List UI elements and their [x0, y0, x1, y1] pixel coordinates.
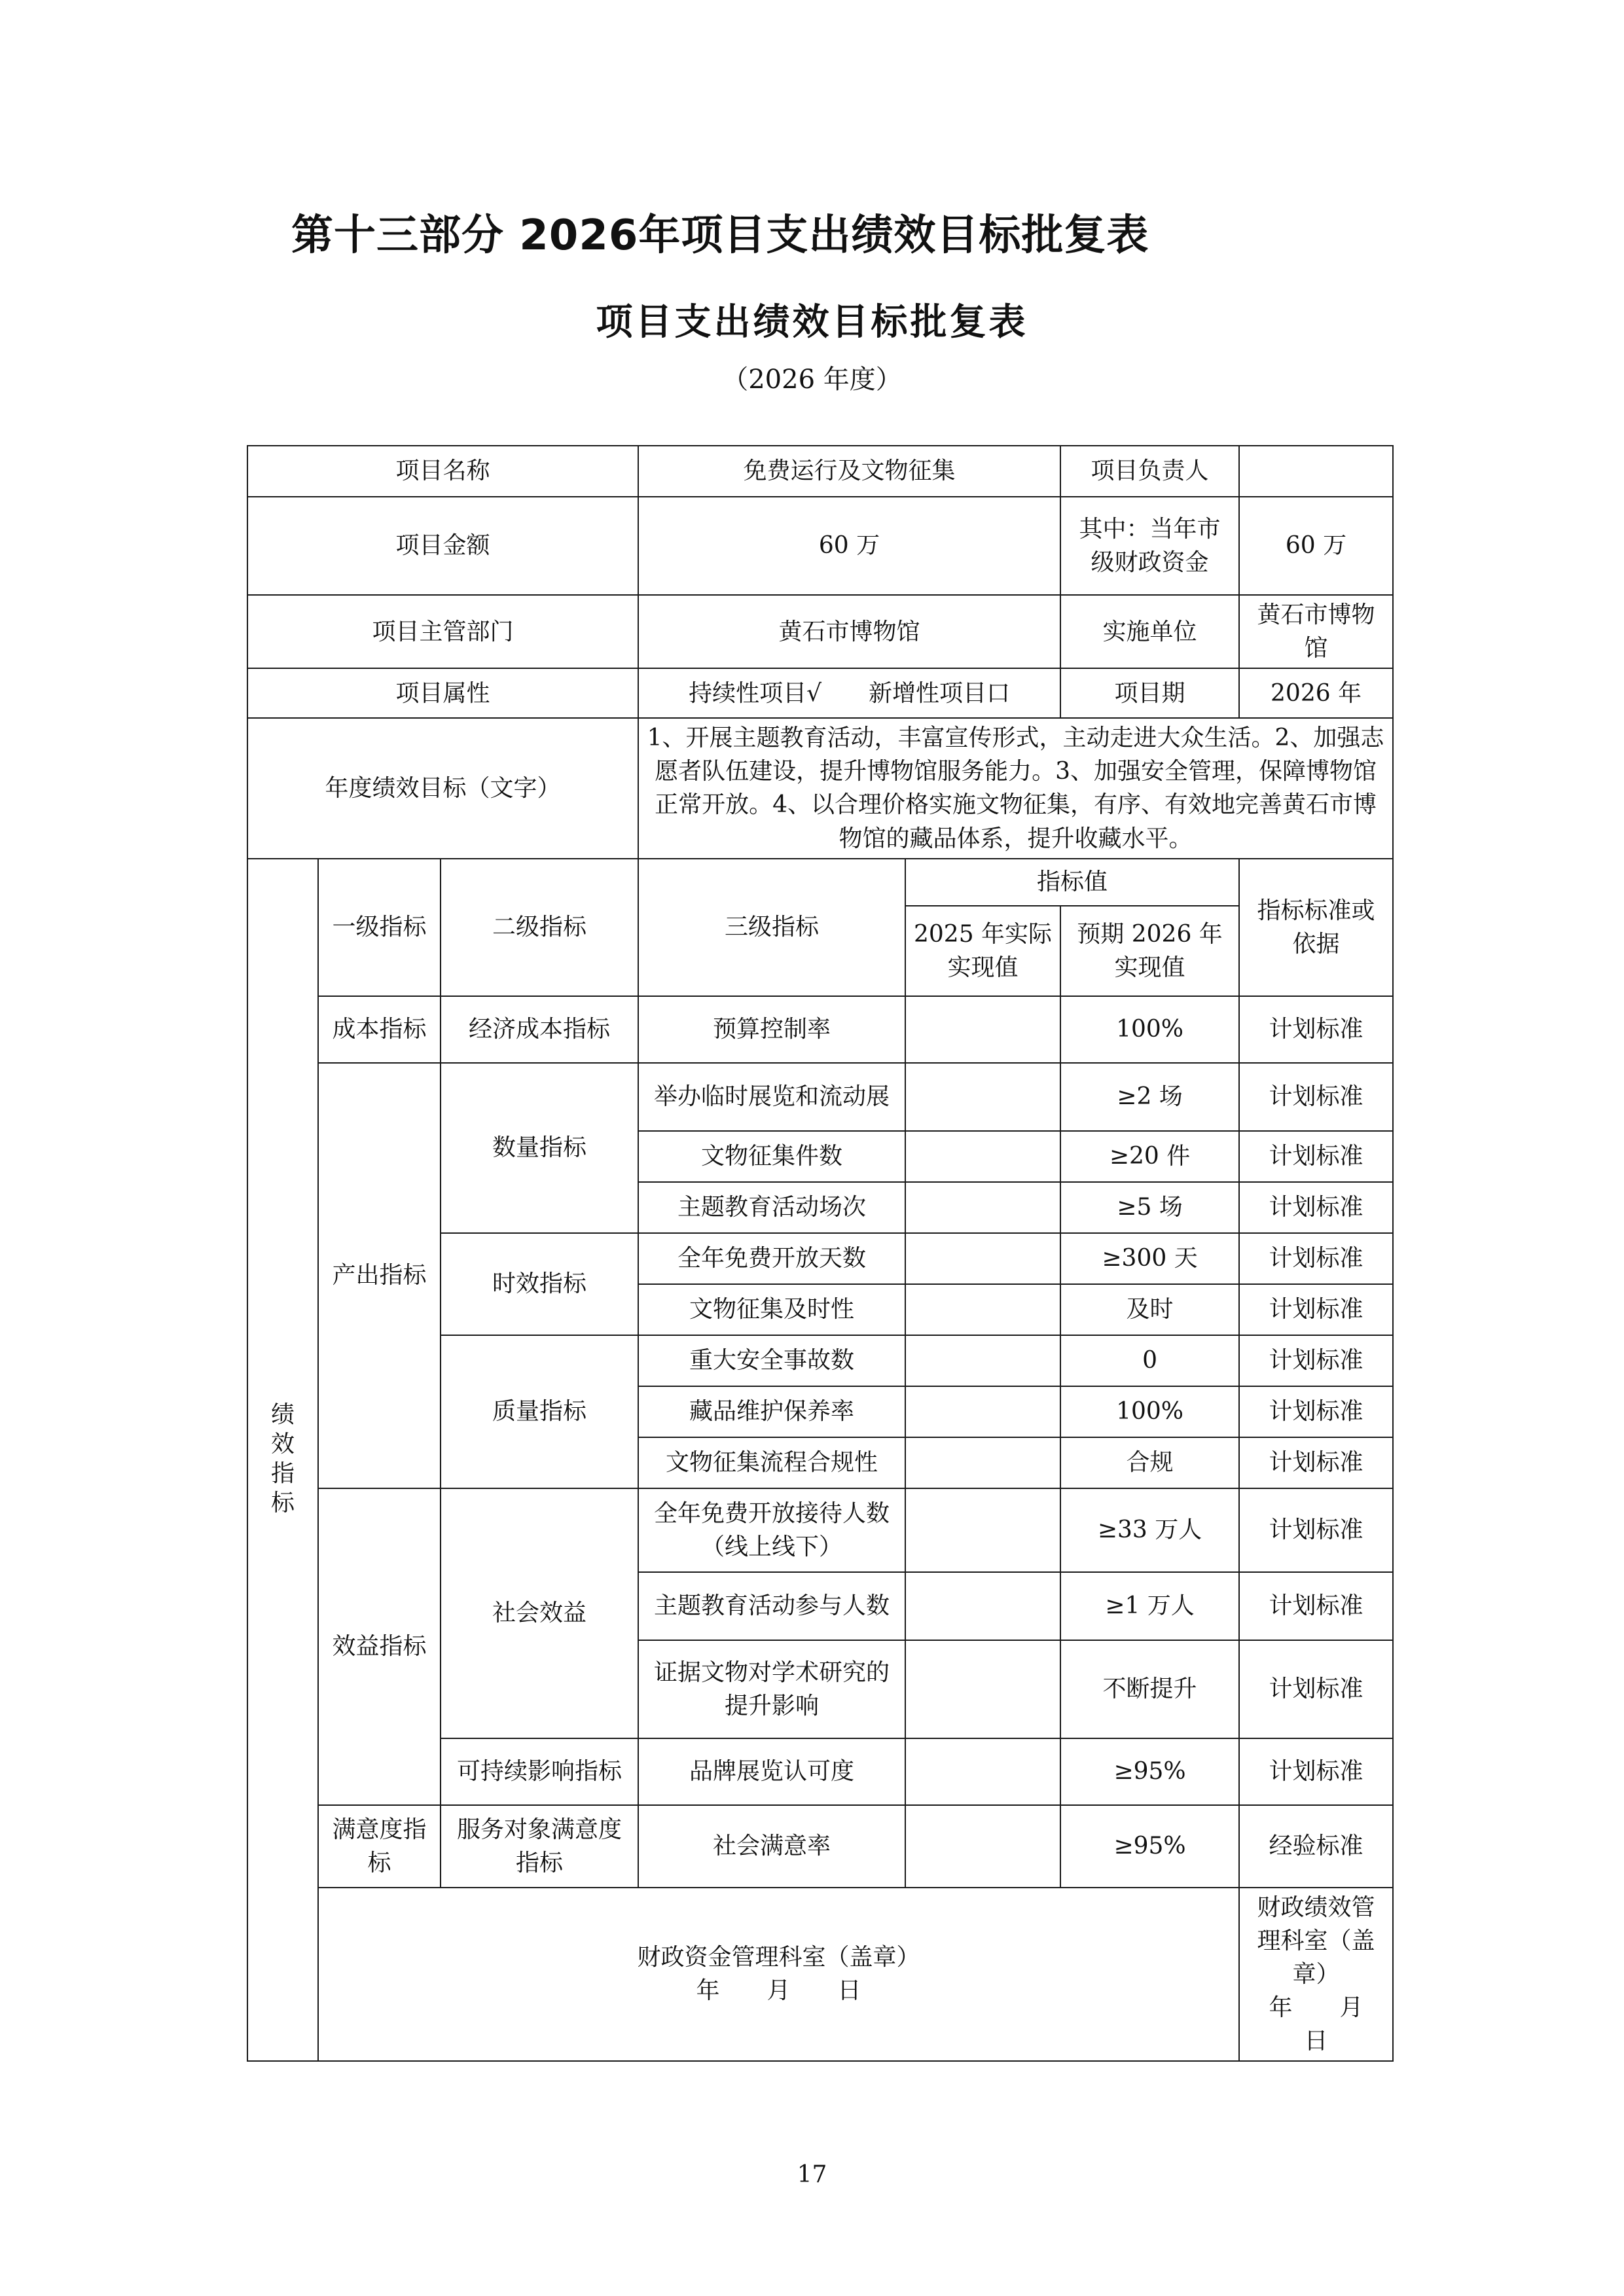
- indicator-actual: [905, 1738, 1060, 1805]
- fiscal-value: 60 万: [1239, 497, 1393, 595]
- dept-label: 项目主管部门: [247, 595, 638, 668]
- indicator-standard: 计划标准: [1239, 1182, 1393, 1233]
- subgroup-social: 社会效益: [441, 1488, 638, 1738]
- indicator-name: 预算控制率: [638, 996, 905, 1063]
- indicator-actual: [905, 1805, 1060, 1888]
- group-cost: 成本指标: [318, 996, 441, 1063]
- group-benefit: 效益指标: [318, 1488, 441, 1805]
- indicator-standard: 计划标准: [1239, 1233, 1393, 1284]
- amount-label: 项目金额: [247, 497, 638, 595]
- form-year: （2026 年度）: [722, 365, 902, 395]
- owner-value: [1239, 446, 1393, 497]
- standard-header: 指标标准或依据: [1239, 859, 1393, 996]
- indicator-standard: 计划标准: [1239, 1335, 1393, 1386]
- row-annual-goal: [247, 718, 1393, 858]
- indicator-name: 主题教育活动场次: [638, 1182, 905, 1233]
- indicator-standard: 计划标准: [1239, 1488, 1393, 1572]
- indicator-expected: ≥20 件: [1060, 1131, 1239, 1182]
- subgroup-timeliness: 时效指标: [441, 1233, 638, 1335]
- indicator-name: 重大安全事故数: [638, 1335, 905, 1386]
- performance-indicators-text: 绩效指标: [270, 1401, 295, 1516]
- attr-label: 项目属性: [247, 668, 638, 718]
- form-title: 项目支出绩效目标批复表: [596, 300, 1028, 344]
- level1-header: 一级指标: [318, 859, 441, 996]
- indicator-expected: 合规: [1060, 1437, 1239, 1488]
- group-satisfaction: 满意度指标: [318, 1805, 441, 1888]
- indicator-expected: 100%: [1060, 1386, 1239, 1437]
- indicator-actual: [905, 1284, 1060, 1335]
- indicator-standard: 计划标准: [1239, 1640, 1393, 1738]
- signoff-left-label: 财政资金管理科室（盖章）: [637, 1944, 920, 1971]
- impl-label: 实施单位: [1060, 595, 1239, 668]
- indicator-expected: ≥2 场: [1060, 1063, 1239, 1131]
- group-output: 产出指标: [318, 1063, 441, 1488]
- attr-value: 持续性项目√ 新增性项目口: [638, 668, 1060, 718]
- indicator-expected: ≥95%: [1060, 1738, 1239, 1805]
- row-attribute: [247, 668, 1393, 718]
- indicator-expected: ≥95%: [1060, 1805, 1239, 1888]
- indicator-header-row-1: [247, 859, 1393, 906]
- indicator-standard: 计划标准: [1239, 1063, 1393, 1131]
- level3-header: 三级指标: [638, 859, 905, 996]
- subgroup-sustainable: 可持续影响指标: [441, 1738, 638, 1805]
- level2-header: 二级指标: [441, 859, 638, 996]
- fiscal-label: 其中：当年市级财政资金: [1060, 497, 1239, 595]
- indicator-name: 社会满意率: [638, 1805, 905, 1888]
- signoff-right: [1239, 1888, 1411, 2062]
- period-value: 2026 年: [1239, 668, 1393, 718]
- indicator-expected: 100%: [1060, 996, 1239, 1063]
- indicator-actual: [905, 1437, 1060, 1488]
- owner-label: 项目负责人: [1060, 446, 1239, 497]
- indicator-expected: 及时: [1060, 1284, 1239, 1335]
- signoff-left: [318, 1888, 1239, 2062]
- table-row: [247, 1488, 1393, 1572]
- indicator-standard: 计划标准: [1239, 996, 1393, 1063]
- indicator-expected: ≥5 场: [1060, 1182, 1239, 1233]
- indicator-name: 全年免费开放接待人数（线上线下）: [638, 1488, 905, 1572]
- project-name-value: 免费运行及文物征集: [638, 446, 1060, 497]
- row-amount: [247, 497, 1393, 595]
- indicator-actual: [905, 1386, 1060, 1437]
- indicator-name: 藏品维护保养率: [638, 1386, 905, 1437]
- indicator-standard: 计划标准: [1239, 1572, 1393, 1640]
- indicator-expected: ≥1 万人: [1060, 1572, 1239, 1640]
- goal-text: 1、开展主题教育活动，丰富宣传形式，主动走进大众生活。2、加强志愿者队伍建设，提升博物馆服务能力。3、加强安全管理，保障博物馆正常开放。4、以合理价格实施文物征集，有序、有效地完善黄石市博物馆的藏品体系，提升收藏水平。: [638, 718, 1393, 858]
- indicator-name: 品牌展览认可度: [638, 1738, 905, 1805]
- amount-value: 60 万: [638, 497, 1060, 595]
- indicator-standard: 计划标准: [1239, 1131, 1393, 1182]
- subgroup-service-satisfaction: 服务对象满意度指标: [441, 1805, 638, 1888]
- indicator-actual: [905, 1233, 1060, 1284]
- indicator-name: 文物征集及时性: [638, 1284, 905, 1335]
- indicator-standard: 计划标准: [1239, 1738, 1393, 1805]
- impl-value: 黄石市博物馆: [1239, 595, 1393, 668]
- values-header: 指标值: [905, 859, 1239, 906]
- performance-target-table: [247, 445, 1411, 2062]
- indicator-actual: [905, 1572, 1060, 1640]
- page-number: 17: [797, 2161, 827, 2188]
- indicator-expected: ≥300 天: [1060, 1233, 1239, 1284]
- signoff-right-label: 财政绩效管理科室（盖章）: [1257, 1893, 1375, 1988]
- indicator-expected: 不断提升: [1060, 1640, 1239, 1738]
- indicator-standard: 计划标准: [1239, 1386, 1393, 1437]
- project-name-label: 项目名称: [247, 446, 638, 497]
- signoff-row: [247, 1888, 1393, 2062]
- dept-value: 黄石市博物馆: [638, 595, 1060, 668]
- page-heading: 第十三部分 2026年项目支出绩效目标批复表: [291, 211, 1149, 260]
- expected-2026-header: 预期 2026 年实现值: [1060, 906, 1239, 996]
- indicator-actual: [905, 996, 1060, 1063]
- indicator-actual: [905, 1131, 1060, 1182]
- table-row: [247, 1063, 1393, 1131]
- indicator-name: 主题教育活动参与人数: [638, 1572, 905, 1640]
- indicator-name: 举办临时展览和流动展: [638, 1063, 905, 1131]
- signoff-right-date: 年 月 日: [1269, 1994, 1411, 2055]
- row-department: [247, 595, 1393, 668]
- indicator-expected: ≥33 万人: [1060, 1488, 1239, 1572]
- indicator-expected: 0: [1060, 1335, 1239, 1386]
- indicator-actual: [905, 1335, 1060, 1386]
- row-project-name: [247, 446, 1393, 497]
- indicator-actual: [905, 1063, 1060, 1131]
- subgroup-quality: 质量指标: [441, 1335, 638, 1488]
- indicator-standard: 计划标准: [1239, 1437, 1393, 1488]
- performance-indicators-label: [247, 859, 318, 2062]
- indicator-name: 文物征集件数: [638, 1131, 905, 1182]
- indicator-actual: [905, 1182, 1060, 1233]
- goal-label: 年度绩效目标（文字）: [247, 718, 638, 858]
- subgroup-economic-cost: 经济成本指标: [441, 996, 638, 1063]
- signoff-left-date: 年 月 日: [696, 1977, 861, 2005]
- indicator-actual: [905, 1488, 1060, 1572]
- actual-2025-header: 2025 年实际实现值: [905, 906, 1060, 996]
- indicator-standard: 计划标准: [1239, 1284, 1393, 1335]
- table-row: [247, 996, 1393, 1063]
- indicator-actual: [905, 1640, 1060, 1738]
- table-row: [247, 1805, 1393, 1888]
- indicator-standard: 经验标准: [1239, 1805, 1393, 1888]
- indicator-name: 全年免费开放天数: [638, 1233, 905, 1284]
- subgroup-quantity: 数量指标: [441, 1063, 638, 1233]
- indicator-name: 证据文物对学术研究的提升影响: [638, 1640, 905, 1738]
- period-label: 项目期: [1060, 668, 1239, 718]
- indicator-name: 文物征集流程合规性: [638, 1437, 905, 1488]
